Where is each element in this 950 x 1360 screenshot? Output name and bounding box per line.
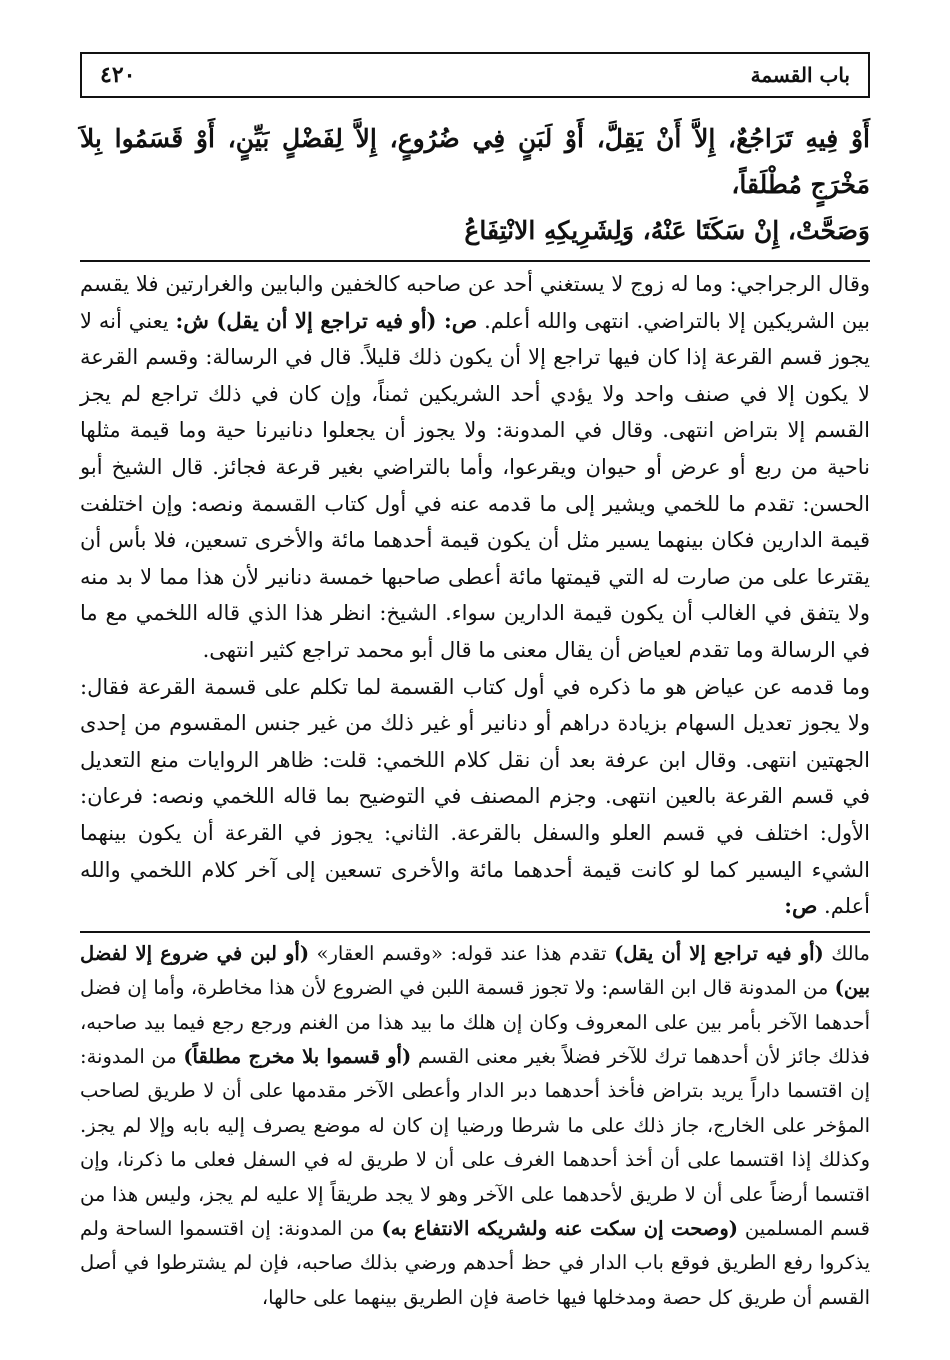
footnote-span: تقدم هذا عند قوله: «وقسم العقار» [316, 941, 607, 965]
matn-line: وَصَحَّتْ، إِنْ سَكَتَا عَنْهُ، وَلِشَرِيكِهِ الانْتِفَاعُ [464, 216, 870, 245]
footnote-span: من المدونة: إن اقتسموا الساحة ولم يذكروا رفع الطريق فوقع باب الدار في حظ أحدهم ورضي بذلك صاحبه، فإن لم يشترطوا في أصل القسم أن طريق كل حصة ومدخلها فيها خاصة فإن الطريق بينهما على حالها، [80, 1216, 870, 1309]
commentary-span: وما قدمه عن عياض هو ما ذكره في أول كتاب القسمة لما تكلم على قسمة القرعة فقال: ولا يجوز تعديل السهام بزيادة دراهم أو دنانير أو غير ذلك من غير جنس المقسوم من إحدى الجهتين انتهى. وقال ابن عرفة بعد أن نقل كلام اللخمي: قلت: ظاهر الروايات منع التعديل في قسم القرعة بالعين انتهى. وجزم المصنف في التوضيح بما قاله اللخمي ونصه: فرعان: الأول: اختلف في قسم العلو والسفل بالقرعة. الثاني: يجوز في القرعة أن يكون بينهما الشيء اليسير كما لو كانت قيمة أحدهما مائة والأخرى تسعين إلى آخر كلام اللخمي والله أعلم. [80, 674, 870, 919]
running-header [80, 52, 870, 98]
footnote-span: مالك [831, 941, 870, 965]
chapter-title: باب القسمة [750, 63, 850, 87]
footnote-quote: (أو فيه تراجع إلا أن يقل) [614, 941, 824, 965]
commentary-text [80, 266, 870, 925]
footnote-quote: (أو قسموا بلا مخرج مطلقاً) [183, 1044, 412, 1068]
footnote-span: من المدونة: إن اقتسما داراً يريد بتراض فأخذ أحدهما دبر الدار وأعطى الآخر مقدمها على أن لا طريق لصاحب المؤخر على الخارج، جاز ذلك على ما شرطا ورضيا إن كان له موضع يصرف إليه بابه وإلا لم يجز. وكذلك إذا اقتسما على أن أخذ أحدهما الغرف على أن لا طريق له في السفل فعلى ما ذكرنا، وإن اقتسما أرضاً على أن لا طريق لأحدهما على الآخر وهو لا يجد طريقاً إلا عليه لم يجز، وليس هذا من قسم المسلمين [80, 1044, 870, 1240]
footnote-span: من المدونة قال ابن القاسم: ولا تجوز قسمة اللبن في الضروع لأن هذا مخاطرة، وأما إن فضل أحدهما الآخر بأمر بين على المعروف وكان إن هلك ما بيد هذا من الغنم ورجع رجع فيما بيد صاحبه، فذلك جائز لأن أحدهما ترك للآخر فضلاً بغير معنى القسم [80, 976, 870, 1068]
matn-quote-marker: ص: [784, 893, 818, 919]
page-number: ٤٢٠ [100, 62, 136, 88]
commentary-span: وقال الرجراجي: وما له زوج لا يستغني أحد عن صاحبه كالخفين والبابين والغرارتين فلا يقسم بين الشريكين إلا بالتراضي. انتهى والله أعلم. [80, 272, 870, 333]
matn-text [80, 116, 870, 254]
commentary-paragraph [80, 669, 870, 925]
footnote-text [80, 937, 870, 1315]
matn-quote-marker: ص: (أو فيه تراجع إلا أن يقل) ش: [175, 307, 478, 333]
commentary-paragraph [80, 266, 870, 669]
commentary-span: يعني أنه لا يجوز قسم القرعة إذا كان فيها تراجع إلا أن يكون ذلك قليلاً. قال في الرسالة: وقسم القرعة لا يكون إلا في صنف واحد ولا يؤدي أحد الشريكين ثمناً، وإن كان في ذلك تراجع لم يجز القسم إلا بتراض انتهى. وقال في المدونة: ولا يجوز أن يجعلوا دنانيرنا حية وما قيمة مثلها ناحية من ربع أو عرض أو حيوان ويقرعوا، وأما بالتراضي بغير قرعة فجائز. قال الشيخ أبو الحسن: تقدم ما للخمي ويشير إلى ما قدمه عنه في أول كتاب القسمة ونصه: وإن اختلفت قيمة الدارين فكان بينهما يسير مثل أن يكون قيمة أحدهما مائة والأخرى تسعين، فلا بأس أن يقترعا على من صارت له التي قيمتها مائة أعطى صاحبها خمسة دنانير لأن هذا مما لا بد منه ولا يتفق في الغالب أن يكون قيمة الدارين سواء. الشيخ: انظر هذا الذي قاله اللخمي مع ما في الرسالة وما تقدم لعياض أن يقال معنى ما قال أبو محمد تراجع كثير انتهى. [80, 308, 870, 662]
matn-divider [80, 260, 870, 262]
book-page [80, 52, 870, 1332]
footnote-quote: (أو لبن في ضروع إلا لفضل بين) [80, 941, 870, 1000]
footnote-paragraph [80, 937, 870, 1315]
matn-line: أَوْ فِيهِ تَرَاجُعٌ، إِلاَّ أَنْ يَقِلَّ، أَوْ لَبَنٍ فِي ضُرُوعٍ، إِلاَّ لِفَضْلٍ بَيِّنٍ، أَوْ قَسَمُوا بِلاَ مَخْرَجٍ مُطْلَقاً، [80, 124, 870, 199]
footnote-divider [80, 931, 870, 933]
footnote-quote: (وصحت إن سكت عنه ولشريكه الانتفاع به) [381, 1216, 738, 1240]
